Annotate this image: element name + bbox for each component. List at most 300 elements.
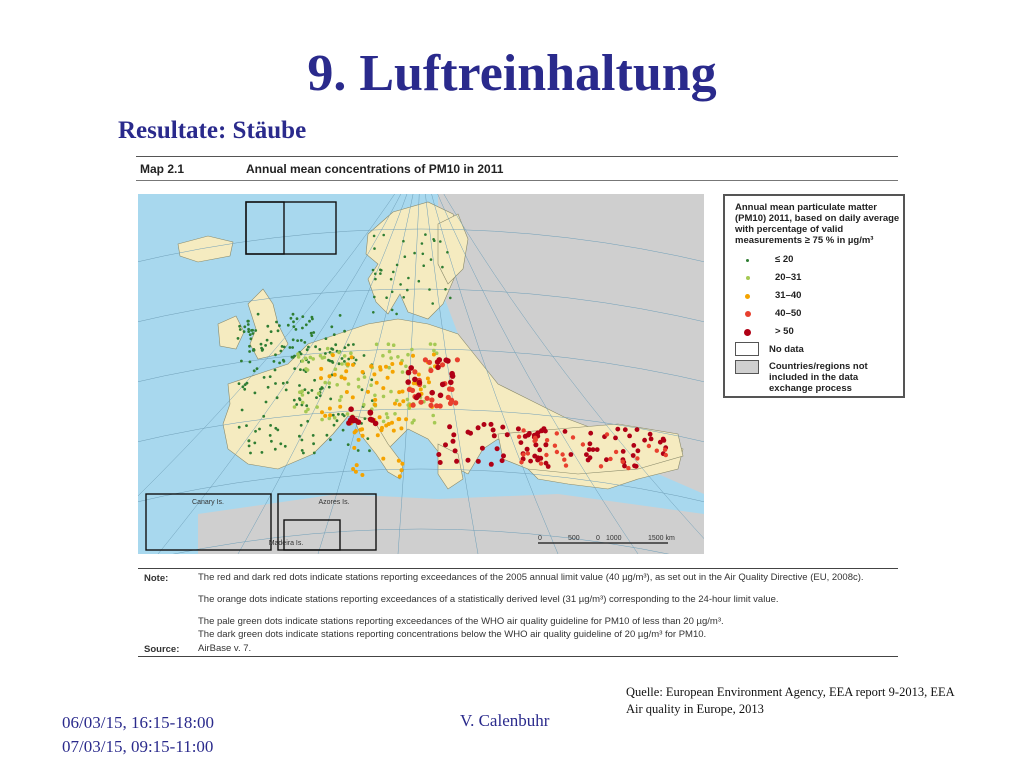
station-dot bbox=[248, 350, 251, 353]
station-dot bbox=[287, 324, 290, 327]
station-dot bbox=[564, 463, 568, 467]
station-dot bbox=[286, 381, 289, 384]
station-dot bbox=[262, 415, 265, 418]
legend-item-31-40 bbox=[735, 290, 905, 302]
source-label: Source: bbox=[144, 644, 180, 655]
station-dot bbox=[390, 278, 393, 281]
station-dot bbox=[274, 369, 277, 372]
station-dot bbox=[525, 447, 530, 452]
station-dot bbox=[425, 396, 430, 401]
station-dot bbox=[323, 414, 327, 418]
station-dot bbox=[254, 329, 257, 332]
station-dot bbox=[390, 421, 394, 425]
station-dot bbox=[539, 461, 543, 465]
station-dot bbox=[622, 464, 627, 469]
station-dot bbox=[562, 458, 566, 462]
station-dot bbox=[416, 393, 422, 399]
station-dot bbox=[412, 369, 417, 374]
station-dot bbox=[350, 415, 356, 421]
station-dot bbox=[466, 458, 471, 463]
station-dot bbox=[319, 376, 323, 380]
station-dot bbox=[563, 429, 568, 434]
station-dot bbox=[599, 464, 603, 468]
station-dot bbox=[331, 361, 334, 364]
station-dot bbox=[523, 434, 528, 439]
station-dot bbox=[584, 452, 589, 457]
station-dot bbox=[326, 434, 329, 437]
station-dot bbox=[337, 351, 341, 355]
station-dot bbox=[438, 393, 444, 399]
station-dot bbox=[635, 456, 639, 460]
station-dot bbox=[451, 432, 456, 437]
station-dot bbox=[301, 439, 304, 442]
station-dot bbox=[355, 463, 359, 467]
station-dot bbox=[412, 377, 418, 383]
station-dot bbox=[363, 354, 366, 357]
station-dot bbox=[282, 359, 285, 362]
station-dot bbox=[446, 395, 451, 400]
station-dot bbox=[664, 453, 668, 457]
station-dot bbox=[295, 403, 298, 406]
station-dot bbox=[313, 452, 316, 455]
station-dot bbox=[330, 325, 333, 328]
station-dot bbox=[296, 339, 299, 342]
station-dot bbox=[311, 357, 315, 361]
station-dot bbox=[418, 280, 421, 283]
station-dot bbox=[352, 343, 355, 346]
station-dot bbox=[384, 365, 388, 369]
station-dot bbox=[608, 457, 612, 461]
station-dot bbox=[412, 419, 416, 423]
station-dot bbox=[245, 424, 248, 427]
station-dot bbox=[347, 382, 351, 386]
station-dot bbox=[399, 426, 403, 430]
station-dot bbox=[546, 464, 551, 469]
station-dot bbox=[626, 466, 630, 470]
station-dot bbox=[314, 345, 317, 348]
station-dot bbox=[429, 342, 433, 346]
station-dot bbox=[373, 235, 376, 238]
legend-dot-gt50 bbox=[744, 329, 751, 336]
station-dot bbox=[325, 337, 328, 340]
station-dot bbox=[319, 367, 323, 371]
station-dot bbox=[555, 450, 559, 454]
station-dot bbox=[421, 242, 424, 245]
inset-azores-label: Azores Is. bbox=[318, 499, 350, 506]
station-dot bbox=[489, 462, 494, 467]
legend-dot-31-40 bbox=[745, 294, 750, 299]
station-dot bbox=[369, 364, 373, 368]
station-dot bbox=[364, 417, 367, 420]
station-dot bbox=[253, 369, 256, 372]
station-dot bbox=[260, 343, 263, 346]
station-dot bbox=[254, 430, 257, 433]
map-svg bbox=[138, 194, 704, 554]
station-dot bbox=[355, 359, 358, 362]
station-dot bbox=[291, 346, 294, 349]
station-dot bbox=[658, 440, 663, 445]
station-dot bbox=[373, 398, 377, 402]
station-dot bbox=[269, 375, 272, 378]
station-dot bbox=[432, 353, 436, 357]
station-dot bbox=[476, 425, 481, 430]
station-dot bbox=[422, 264, 425, 267]
station-dot bbox=[361, 388, 364, 391]
station-dot bbox=[408, 365, 414, 371]
station-dot bbox=[500, 425, 505, 430]
station-dot bbox=[249, 361, 252, 364]
map-title: Annual mean concentrations of PM10 in 2011 bbox=[246, 162, 504, 176]
station-dot bbox=[373, 421, 379, 427]
station-dot bbox=[347, 358, 350, 361]
station-dot bbox=[373, 394, 377, 398]
station-dot bbox=[395, 313, 398, 316]
station-dot bbox=[266, 325, 269, 328]
station-dot bbox=[466, 430, 471, 435]
station-dot bbox=[404, 255, 407, 258]
station-dot bbox=[290, 317, 293, 320]
inset-canary-label: Canary Is. bbox=[192, 499, 224, 506]
station-dot bbox=[449, 297, 452, 300]
station-dot bbox=[631, 443, 636, 448]
station-dot bbox=[341, 413, 344, 416]
station-dot bbox=[311, 389, 314, 392]
station-dot bbox=[347, 344, 350, 347]
station-dot bbox=[393, 402, 397, 406]
station-dot bbox=[368, 410, 374, 416]
station-dot bbox=[382, 420, 386, 424]
station-dot bbox=[605, 432, 609, 436]
station-dot bbox=[292, 356, 295, 359]
station-dot bbox=[243, 330, 246, 333]
station-dot bbox=[301, 327, 304, 330]
station-dot bbox=[430, 258, 433, 261]
scale-label-1000: 1000 bbox=[606, 535, 622, 542]
station-dot bbox=[334, 343, 337, 346]
station-dot bbox=[413, 252, 416, 255]
figure-header bbox=[136, 156, 898, 182]
station-dot bbox=[398, 474, 402, 478]
station-dot bbox=[363, 375, 367, 379]
station-dot bbox=[338, 405, 342, 409]
station-dot bbox=[405, 379, 411, 385]
station-dot bbox=[298, 390, 302, 394]
station-dot bbox=[406, 370, 412, 376]
station-dot bbox=[543, 429, 548, 434]
station-dot bbox=[441, 266, 444, 269]
station-dot bbox=[396, 264, 399, 267]
station-dot bbox=[329, 438, 332, 441]
station-dot bbox=[305, 404, 308, 407]
station-dot bbox=[406, 353, 410, 357]
station-dot bbox=[400, 468, 404, 472]
station-dot bbox=[429, 390, 435, 396]
station-dot bbox=[301, 449, 304, 452]
station-dot bbox=[246, 320, 249, 323]
station-dot bbox=[434, 403, 439, 408]
station-dot bbox=[373, 403, 377, 407]
station-dot bbox=[393, 412, 397, 416]
station-dot bbox=[396, 355, 400, 359]
station-dot bbox=[382, 234, 385, 237]
footer-author: V. Calenbuhr bbox=[460, 711, 550, 730]
station-dot bbox=[392, 271, 395, 274]
station-dot bbox=[240, 360, 243, 363]
station-dot bbox=[267, 386, 270, 389]
scale-label-1500: 1500 km bbox=[648, 535, 675, 542]
station-dot bbox=[375, 343, 379, 347]
station-dot bbox=[451, 439, 456, 444]
station-dot bbox=[423, 357, 428, 362]
station-dot bbox=[334, 367, 338, 371]
station-dot bbox=[385, 412, 389, 416]
station-dot bbox=[352, 446, 356, 450]
station-dot bbox=[446, 251, 449, 254]
station-dot bbox=[381, 386, 385, 390]
station-dot bbox=[252, 348, 255, 351]
station-dot bbox=[346, 412, 350, 416]
station-dot bbox=[269, 434, 272, 437]
station-dot bbox=[627, 434, 632, 439]
station-dot bbox=[569, 452, 574, 457]
station-dot bbox=[521, 452, 525, 456]
station-dot bbox=[274, 382, 277, 385]
station-dot bbox=[295, 328, 298, 331]
station-dot bbox=[284, 445, 287, 448]
footer-date-line-1: 06/03/15, 16:15-18:00 bbox=[62, 713, 215, 732]
station-dot bbox=[422, 253, 425, 256]
station-dot bbox=[243, 325, 246, 328]
station-dot bbox=[435, 365, 441, 371]
station-dot bbox=[581, 442, 585, 446]
legend-label-31-40: 31–40 bbox=[775, 290, 802, 301]
station-dot bbox=[333, 333, 336, 336]
station-dot bbox=[341, 357, 344, 360]
note-line-4: The dark green dots indicate stations reporting concentrations below the WHO air quality guideline of 20 µg/m³ for PM10. bbox=[198, 629, 707, 640]
station-dot bbox=[407, 277, 410, 280]
legend-title: Annual mean particulate matter (PM10) 2011, based on daily average with percentage of valid measurements ≥ 75 % in µg/m³ bbox=[735, 202, 900, 246]
station-dot bbox=[361, 370, 365, 374]
station-dot bbox=[439, 240, 442, 243]
station-dot bbox=[543, 442, 548, 447]
station-dot bbox=[404, 365, 408, 369]
station-dot bbox=[306, 348, 309, 351]
legend-label-le20: ≤ 20 bbox=[775, 254, 794, 265]
station-dot bbox=[307, 391, 310, 394]
station-dot bbox=[312, 331, 315, 334]
station-dot bbox=[292, 320, 295, 323]
station-dot bbox=[455, 357, 460, 362]
station-dot bbox=[261, 451, 264, 454]
station-dot bbox=[298, 384, 301, 387]
station-dot bbox=[274, 448, 277, 451]
station-dot bbox=[343, 360, 346, 363]
station-dot bbox=[538, 456, 543, 461]
station-dot bbox=[632, 463, 637, 468]
station-dot bbox=[545, 438, 549, 442]
station-dot bbox=[373, 247, 376, 250]
station-dot bbox=[647, 444, 651, 448]
station-dot bbox=[398, 403, 402, 407]
station-dot bbox=[386, 416, 390, 420]
legend-label-40-50: 40–50 bbox=[775, 308, 802, 319]
station-dot bbox=[391, 309, 394, 312]
station-dot bbox=[241, 409, 244, 412]
station-dot bbox=[263, 376, 266, 379]
station-dot bbox=[328, 374, 332, 378]
station-dot bbox=[372, 372, 376, 376]
station-dot bbox=[410, 348, 414, 352]
station-dot bbox=[298, 397, 301, 400]
station-dot bbox=[623, 427, 628, 432]
station-dot bbox=[269, 424, 272, 427]
station-dot bbox=[489, 422, 494, 427]
station-dot bbox=[329, 398, 332, 401]
station-dot bbox=[613, 436, 618, 441]
station-dot bbox=[532, 439, 536, 443]
station-dot bbox=[289, 346, 292, 349]
station-dot bbox=[404, 417, 408, 421]
station-dot bbox=[275, 321, 278, 324]
station-dot bbox=[280, 350, 283, 353]
station-dot bbox=[278, 324, 281, 327]
slide-title: 9. Luftreinhaltung bbox=[307, 45, 717, 102]
station-dot bbox=[379, 269, 382, 272]
station-dot bbox=[274, 353, 277, 356]
legend-swatch-not-included bbox=[735, 360, 759, 374]
station-dot bbox=[440, 382, 446, 388]
station-dot bbox=[293, 399, 296, 402]
station-dot bbox=[655, 449, 659, 453]
station-dot bbox=[312, 442, 315, 445]
station-dot bbox=[328, 386, 331, 389]
station-dot bbox=[243, 388, 246, 391]
pm10-map bbox=[138, 194, 704, 554]
station-dot bbox=[293, 405, 297, 409]
station-dot bbox=[312, 434, 315, 437]
station-dot bbox=[336, 419, 339, 422]
station-dot bbox=[306, 420, 309, 423]
station-dot bbox=[381, 354, 385, 358]
station-dot bbox=[376, 433, 380, 437]
station-dot bbox=[320, 410, 324, 414]
station-dot bbox=[327, 359, 330, 362]
station-dot bbox=[244, 383, 247, 386]
station-dot bbox=[476, 459, 481, 464]
station-dot bbox=[500, 458, 505, 463]
station-dot bbox=[254, 392, 257, 395]
station-dot bbox=[293, 367, 296, 370]
station-dot bbox=[433, 421, 437, 425]
station-dot bbox=[344, 369, 348, 373]
station-dot bbox=[328, 413, 332, 417]
station-dot bbox=[436, 452, 441, 457]
legend-dot-40-50 bbox=[745, 311, 751, 317]
station-dot bbox=[270, 330, 273, 333]
station-dot bbox=[501, 453, 506, 458]
station-dot bbox=[492, 433, 497, 438]
footer-date-line-2: 07/03/15, 09:15-11:00 bbox=[62, 737, 214, 756]
station-dot bbox=[319, 354, 323, 358]
station-dot bbox=[375, 381, 379, 385]
station-dot bbox=[333, 416, 337, 420]
station-dot bbox=[324, 352, 327, 355]
station-dot bbox=[392, 343, 396, 347]
station-dot bbox=[555, 431, 559, 435]
header-rule-top bbox=[136, 156, 898, 157]
station-dot bbox=[411, 354, 415, 358]
station-dot bbox=[560, 452, 564, 456]
legend-item-20-31 bbox=[735, 272, 905, 284]
station-dot bbox=[304, 367, 308, 371]
scale-label-0: 0 bbox=[538, 535, 542, 542]
station-dot bbox=[417, 373, 421, 377]
station-dot bbox=[256, 367, 259, 370]
legend-dot-le20 bbox=[746, 259, 749, 262]
station-dot bbox=[282, 382, 285, 385]
station-dot bbox=[296, 352, 300, 356]
station-dot bbox=[431, 414, 435, 418]
station-dot bbox=[495, 446, 500, 451]
station-dot bbox=[621, 449, 626, 454]
station-dot bbox=[301, 393, 305, 397]
station-dot bbox=[615, 427, 620, 432]
station-dot bbox=[357, 385, 361, 389]
legend-item-gt50 bbox=[735, 326, 905, 338]
station-dot bbox=[399, 361, 403, 365]
station-dot bbox=[266, 339, 269, 342]
station-dot bbox=[433, 239, 436, 242]
station-dot bbox=[331, 353, 335, 357]
footer-dates bbox=[62, 711, 214, 759]
station-dot bbox=[443, 357, 449, 363]
station-dot bbox=[362, 403, 366, 407]
station-dot bbox=[248, 345, 251, 348]
station-dot bbox=[357, 438, 361, 442]
note-line-2: The orange dots indicate stations reporting exceedances of a statistically derived level (31 µg/m³) corresponding to the 24-hour limit value. bbox=[198, 594, 779, 605]
station-dot bbox=[252, 332, 255, 335]
station-dot bbox=[636, 448, 641, 453]
station-dot bbox=[343, 330, 346, 333]
station-dot bbox=[345, 390, 349, 394]
station-dot bbox=[448, 401, 453, 406]
station-dot bbox=[283, 346, 286, 349]
station-dot bbox=[378, 365, 382, 369]
station-dot bbox=[449, 387, 454, 392]
legend-label-no-data: No data bbox=[769, 344, 804, 355]
map-number: Map 2.1 bbox=[140, 162, 185, 176]
station-dot bbox=[588, 431, 593, 436]
station-dot bbox=[247, 323, 250, 326]
station-dot bbox=[315, 405, 319, 409]
station-dot bbox=[604, 457, 609, 462]
note-line-3: The pale green dots indicate stations reporting exceedances of the WHO air quality guideline for PM10 of less than 20 µg/m³. bbox=[198, 616, 724, 627]
station-dot bbox=[323, 381, 327, 385]
station-dot bbox=[433, 343, 437, 347]
station-dot bbox=[258, 428, 261, 431]
station-dot bbox=[411, 403, 416, 408]
station-dot bbox=[242, 385, 245, 388]
note-label: Note: bbox=[144, 573, 169, 584]
station-dot bbox=[528, 459, 533, 464]
station-dot bbox=[480, 446, 485, 451]
station-dot bbox=[429, 397, 434, 402]
station-dot bbox=[308, 320, 311, 323]
station-dot bbox=[372, 311, 375, 314]
station-dot bbox=[491, 428, 496, 433]
station-dot bbox=[328, 381, 332, 385]
station-dot bbox=[614, 450, 618, 454]
